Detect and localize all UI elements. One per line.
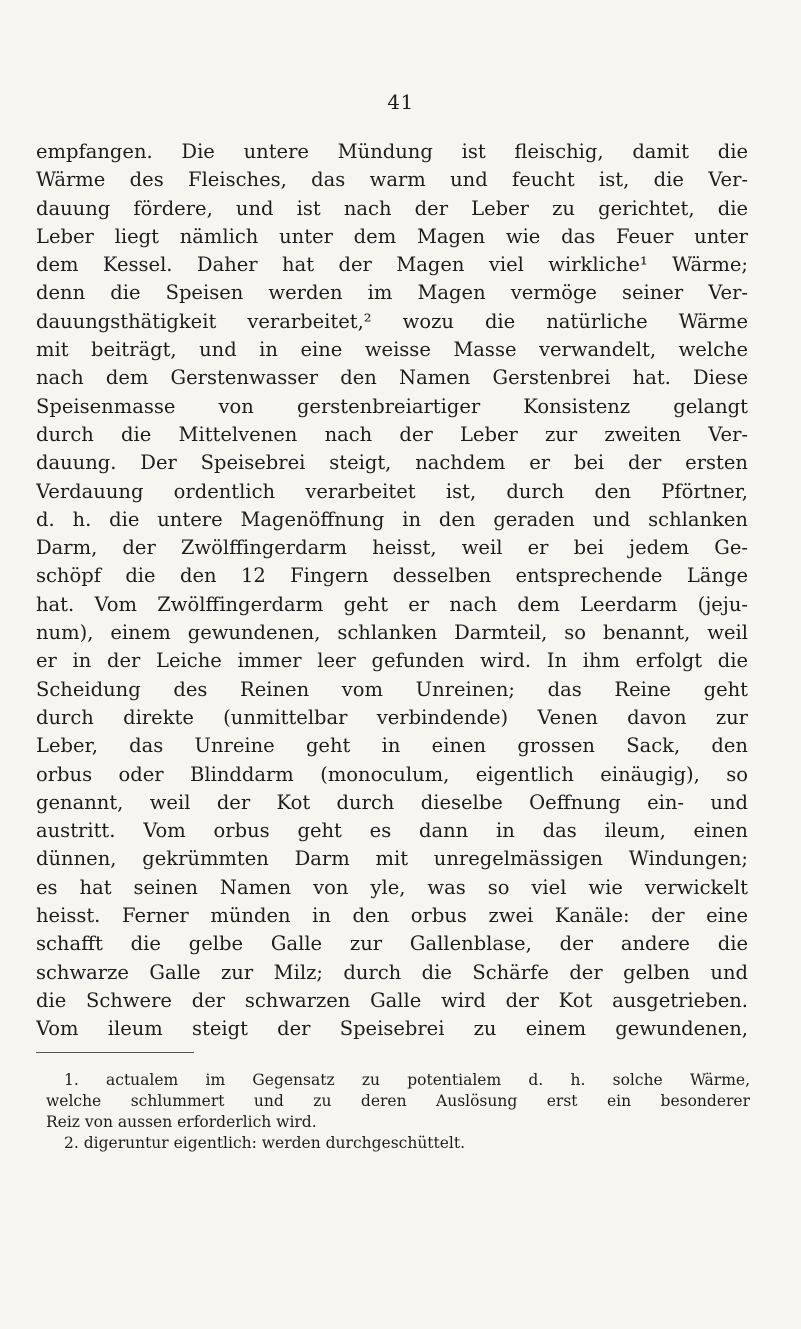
footnote-line: 1. actualem im Gegensatz zu potentialem d. h. solche Wärme,: [64, 1071, 750, 1089]
text-line: d. h. die untere Magenöffnung in den geraden und schlanken: [36, 507, 748, 531]
text-line: dünnen, gekrümmten Darm mit unregelmässigen Windungen;: [36, 847, 748, 871]
text-line: num), einem gewundenen, schlanken Darmteil, so benannt, weil: [36, 621, 748, 645]
text-line: Vom ileum steigt der Speisebrei zu einem gewundenen,: [36, 1017, 748, 1041]
footnote-line: welche schlummert und zu deren Auslösung erst ein besonderer: [46, 1092, 750, 1110]
footnote-line: 2. digeruntur eigentlich: werden durchgeschüttelt.: [64, 1134, 466, 1152]
text-line: denn die Speisen werden im Magen vermöge seiner Ver-: [36, 281, 748, 305]
text-line: dauungsthätigkeit verarbeitet,² wozu die natürliche Wärme: [36, 309, 748, 333]
text-line: die Schwere der schwarzen Galle wird der Kot ausgetrieben.: [36, 988, 748, 1012]
page-number: 41: [387, 90, 414, 114]
text-line: schafft die gelbe Galle zur Gallenblase, der andere die: [36, 932, 748, 956]
text-line: schwarze Galle zur Milz; durch die Schärfe der gelben und: [36, 960, 748, 984]
text-line: Leber liegt nämlich unter dem Magen wie das Feuer unter: [36, 224, 748, 248]
text-line: Darm, der Zwölffingerdarm heisst, weil er bei jedem Ge-: [36, 536, 748, 560]
text-line: Leber, das Unreine geht in einen grossen Sack, den: [36, 734, 748, 758]
text-line: Scheidung des Reinen vom Unreinen; das Reine geht: [36, 677, 748, 701]
text-line: hat. Vom Zwölffingerdarm geht er nach dem Leerdarm (jeju-: [36, 592, 748, 616]
text-line: mit beiträgt, und in eine weisse Masse verwandelt, welche: [36, 338, 748, 362]
text-line: Verdauung ordentlich verarbeitet ist, durch den Pförtner,: [36, 479, 748, 503]
text-line: es hat seinen Namen von yle, was so viel wie verwickelt: [36, 875, 748, 899]
text-line: Speisenmasse von gerstenbreiartiger Konsistenz gelangt: [36, 394, 748, 418]
main-text-block: [36, 138, 748, 1044]
text-line: durch die Mittelvenen nach der Leber zur zweiten Ver-: [36, 422, 748, 446]
footnote-line: Reiz von aussen erforderlich wird.: [46, 1113, 317, 1131]
text-line: austritt. Vom orbus geht es dann in das ileum, einen: [36, 819, 748, 843]
text-line: orbus oder Blinddarm (monoculum, eigentlich einäugig), so: [36, 762, 748, 786]
text-line: empfangen. Die untere Mündung ist fleischig, damit die: [36, 140, 748, 163]
text-line: schöpf die den 12 Fingern desselben entsprechende Länge: [36, 564, 748, 588]
text-line: er in der Leiche immer leer gefunden wird. In ihm erfolgt die: [36, 649, 748, 673]
text-line: dauung fördere, und ist nach der Leber zu gerichtet, die: [36, 196, 748, 220]
text-line: durch direkte (unmittelbar verbindende) Venen davon zur: [36, 705, 748, 729]
footnote-divider: [36, 1052, 194, 1053]
text-line: dauung. Der Speisebrei steigt, nachdem er bei der ersten: [36, 451, 748, 475]
text-line: nach dem Gerstenwasser den Namen Gerstenbrei hat. Diese: [36, 366, 748, 390]
text-line: dem Kessel. Daher hat der Magen viel wirkliche¹ Wärme;: [36, 253, 748, 277]
text-line: genannt, weil der Kot durch dieselbe Oeffnung ein- und: [36, 790, 748, 814]
footnotes-block: [46, 1070, 750, 1154]
text-line: heisst. Ferner münden in den orbus zwei Kanäle: der eine: [36, 904, 748, 928]
text-line: Wärme des Fleisches, das warm und feucht ist, die Ver-: [36, 168, 748, 192]
